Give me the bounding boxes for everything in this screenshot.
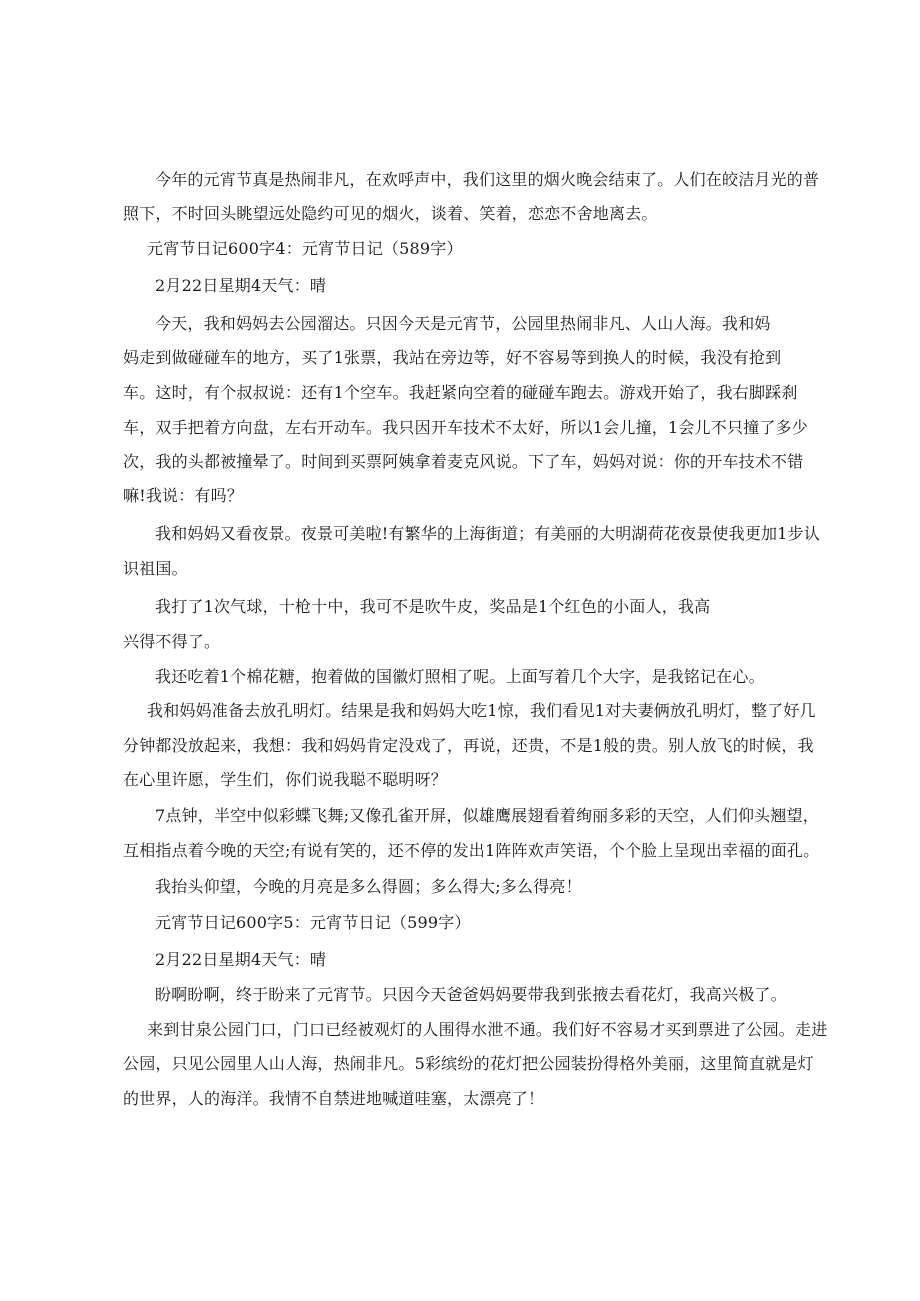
text-line: 公园，只见公园里人山人海，热闹非凡。5彩缤纷的花灯把公园装扮得格外美丽，这里简直就是灯 [123,1054,814,1073]
text-line: 我和妈妈准备去放孔明灯。结果是我和妈妈大吃1惊，我们看见1对夫妻俩放孔明灯，整了好几 [147,701,816,720]
text-line: 识祖国。 [123,559,188,578]
text-line: 我和妈妈又看夜景。夜景可美啦!有繁华的上海街道；有美丽的大明湖荷花夜景使我更加1步认 [155,524,821,543]
section-heading: 元宵节日记600字5：元宵节日记（599字） [155,913,471,932]
text-line: 今年的元宵节真是热闹非凡，在欢呼声中，我们这里的烟火晚会结束了。人们在皎洁月光的普 [155,170,820,189]
text-line: 来到甘泉公园门口，门口已经被观灯的人围得水泄不通。我们好不容易才买到票进了公园。走进 [147,1020,828,1039]
date-line: 2月22日星期4天气：晴 [155,276,327,295]
text-line: 兴得不得了。 [123,632,221,651]
text-line: 盼啊盼啊，终于盼来了元宵节。只因今天爸爸妈妈要带我到张掖去看花灯，我高兴极了。 [155,985,787,1004]
text-line: 妈走到做碰碰车的地方，买了1张票，我站在旁边等，好不容易等到换人的时候，我没有抢到 [123,348,782,367]
section-heading: 元宵节日记600字4：元宵节日记（589字） [147,239,463,258]
text-line: 互相指点着今晚的天空;有说有笑的，还不停的发出1阵阵欢声笑语，个个脸上呈现出幸福的面孔。 [123,841,820,860]
text-line: 车，双手把着方向盘，左右开动车。我只因开车技术不太好，所以1会儿撞，1会儿不只撞了多少 [123,418,808,437]
text-line: 在心里许愿，学生们，你们说我聪不聪明呀？ [123,770,448,789]
text-line: 次，我的头都被撞晕了。时间到买票阿姨拿着麦克风说。下了车，妈妈对说：你的开车技术不错 [123,452,804,471]
text-line: 嘛!我说：有吗？ [123,486,244,505]
text-line: 我还吃着1个棉花糖，抱着做的国徽灯照相了呢。上面写着几个大字，是我铭记在心。 [155,667,765,686]
text-line: 我打了1次气球，十枪十中，我可不是吹牛皮，奖品是1个红色的小面人，我高 [155,597,711,616]
text-line: 的世界，人的海洋。我情不自禁进地喊道哇塞，太漂亮了！ [123,1089,545,1108]
text-line: 分钟都没放起来，我想：我和妈妈肯定没戏了，再说，还贵，不是1般的贵。别人放飞的时候，我 [123,736,814,755]
text-line: 7点钟，半空中似彩蝶飞舞;又像孔雀开屏，似雄鹰展翅看着绚丽多彩的天空，人们仰头翘望， [155,806,819,825]
text-line: 车。这时，有个叔叔说：还有1个空车。我赶紧向空着的碰碰车跑去。游戏开始了，我右脚踩刹 [123,383,798,402]
text-line: 今天，我和妈妈去公园溜达。只因今天是元宵节，公园里热闹非凡、人山人海。我和妈 [155,314,771,333]
text-line: 照下，不时回头眺望远处隐约可见的烟火，谈着、笑着，恋恋不舍地离去。 [123,204,658,223]
date-line: 2月22日星期4天气：晴 [155,950,327,969]
text-line: 我抬头仰望，今晚的月亮是多么得圆；多么得大;多么得亮！ [155,877,582,896]
